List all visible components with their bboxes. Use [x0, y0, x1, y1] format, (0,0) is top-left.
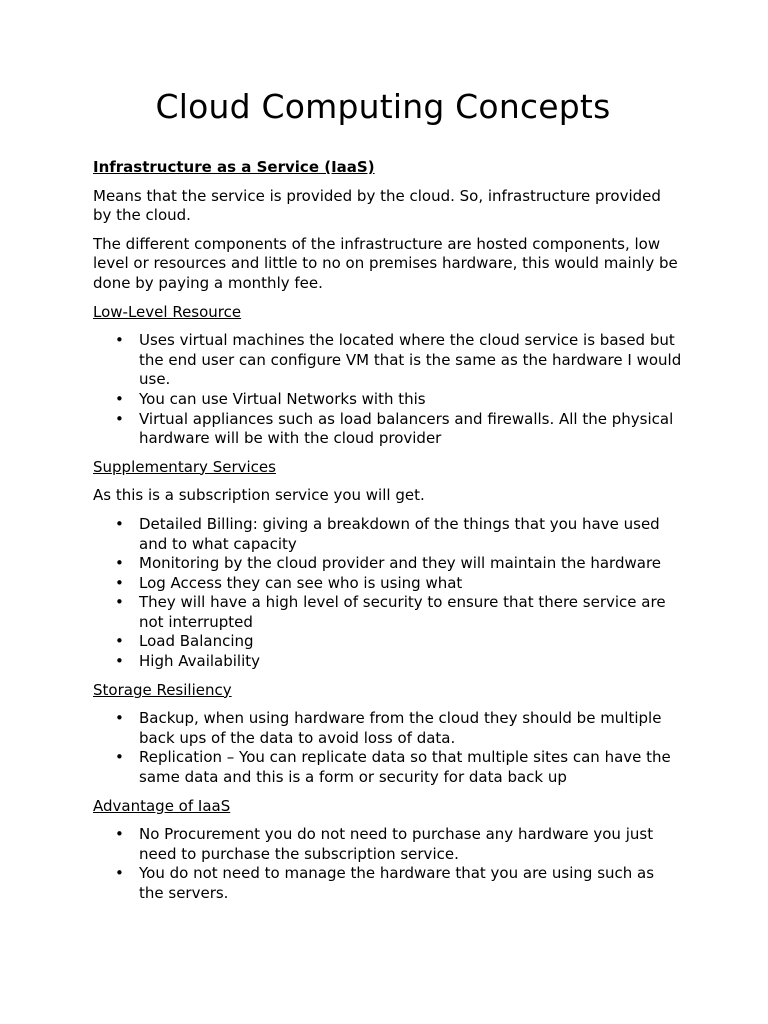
list-item: • Load Balancing	[115, 632, 254, 651]
bullet-list-low-level-resource	[93, 331, 683, 449]
list-item: • Log Access they can see who is using what	[115, 573, 463, 592]
list-item: • No Procurement you do not need to purchase any hardware you just need to purchase the subscription service.	[115, 825, 654, 863]
bullet-icon: •	[115, 748, 124, 767]
bullet-icon: •	[115, 331, 124, 350]
bullet-icon: •	[115, 864, 124, 883]
document-title: Cloud Computing Concepts	[155, 87, 611, 126]
section-heading-iaas: Infrastructure as a Service (IaaS)	[93, 158, 375, 176]
list-item: • They will have a high level of security to ensure that there service are not interrupted	[115, 593, 666, 631]
bullet-icon: •	[115, 593, 124, 612]
bullet-icon: •	[115, 514, 124, 533]
bullet-list-advantage-of-iaas	[93, 825, 683, 903]
bullet-icon: •	[115, 709, 124, 728]
list-item: • Uses virtual machines the located where the cloud service is based but the end user can configure VM that is the same as the hardware I would use.	[115, 331, 682, 389]
bullet-list-storage-resiliency	[93, 709, 683, 787]
intro-paragraph-2: The different components of the infrastructure are hosted components, low level or resources and little to no on premises hardware, this would mainly be done by paying a monthly fee.	[93, 234, 678, 292]
bullet-icon: •	[115, 573, 124, 592]
bullet-icon: •	[115, 409, 124, 428]
bullet-icon: •	[115, 825, 124, 844]
list-item: • Replication – You can replicate data so that multiple sites can have the same data and this is a form or security for data back up	[115, 748, 671, 787]
list-item: • Monitoring by the cloud provider and they will maintain the hardware	[115, 554, 662, 573]
list-item: • Virtual appliances such as load balancers and firewalls. All the physical hardware will be with the cloud provider	[115, 409, 674, 448]
list-item: • You can use Virtual Networks with this	[115, 389, 426, 408]
section-heading-supplementary-services: Supplementary Services	[93, 457, 276, 476]
bullet-icon: •	[115, 632, 124, 651]
supplementary-services-intro: As this is a subscription service you will get.	[93, 486, 425, 505]
section-heading-storage-resiliency: Storage Resiliency	[93, 680, 232, 699]
list-item: • You do not need to manage the hardware that you are using such as the servers.	[115, 864, 655, 902]
bullet-list-supplementary-services	[93, 515, 683, 672]
section-heading-advantage-of-iaas: Advantage of IaaS	[93, 796, 231, 815]
document-body	[93, 158, 683, 913]
section-heading-low-level-resource: Low-Level Resource	[93, 302, 242, 321]
list-item: • Detailed Billing: giving a breakdown of the things that you have used and to what capacity	[115, 514, 660, 553]
bullet-icon: •	[115, 652, 124, 671]
list-item: • Backup, when using hardware from the cloud they should be multiple back ups of the data to avoid loss of data.	[115, 709, 662, 747]
bullet-icon: •	[115, 554, 124, 573]
list-item: • High Availability	[115, 652, 261, 671]
bullet-icon: •	[115, 389, 124, 408]
intro-paragraph-1: Means that the service is provided by the cloud. So, infrastructure provided by the cloud.	[93, 186, 661, 225]
